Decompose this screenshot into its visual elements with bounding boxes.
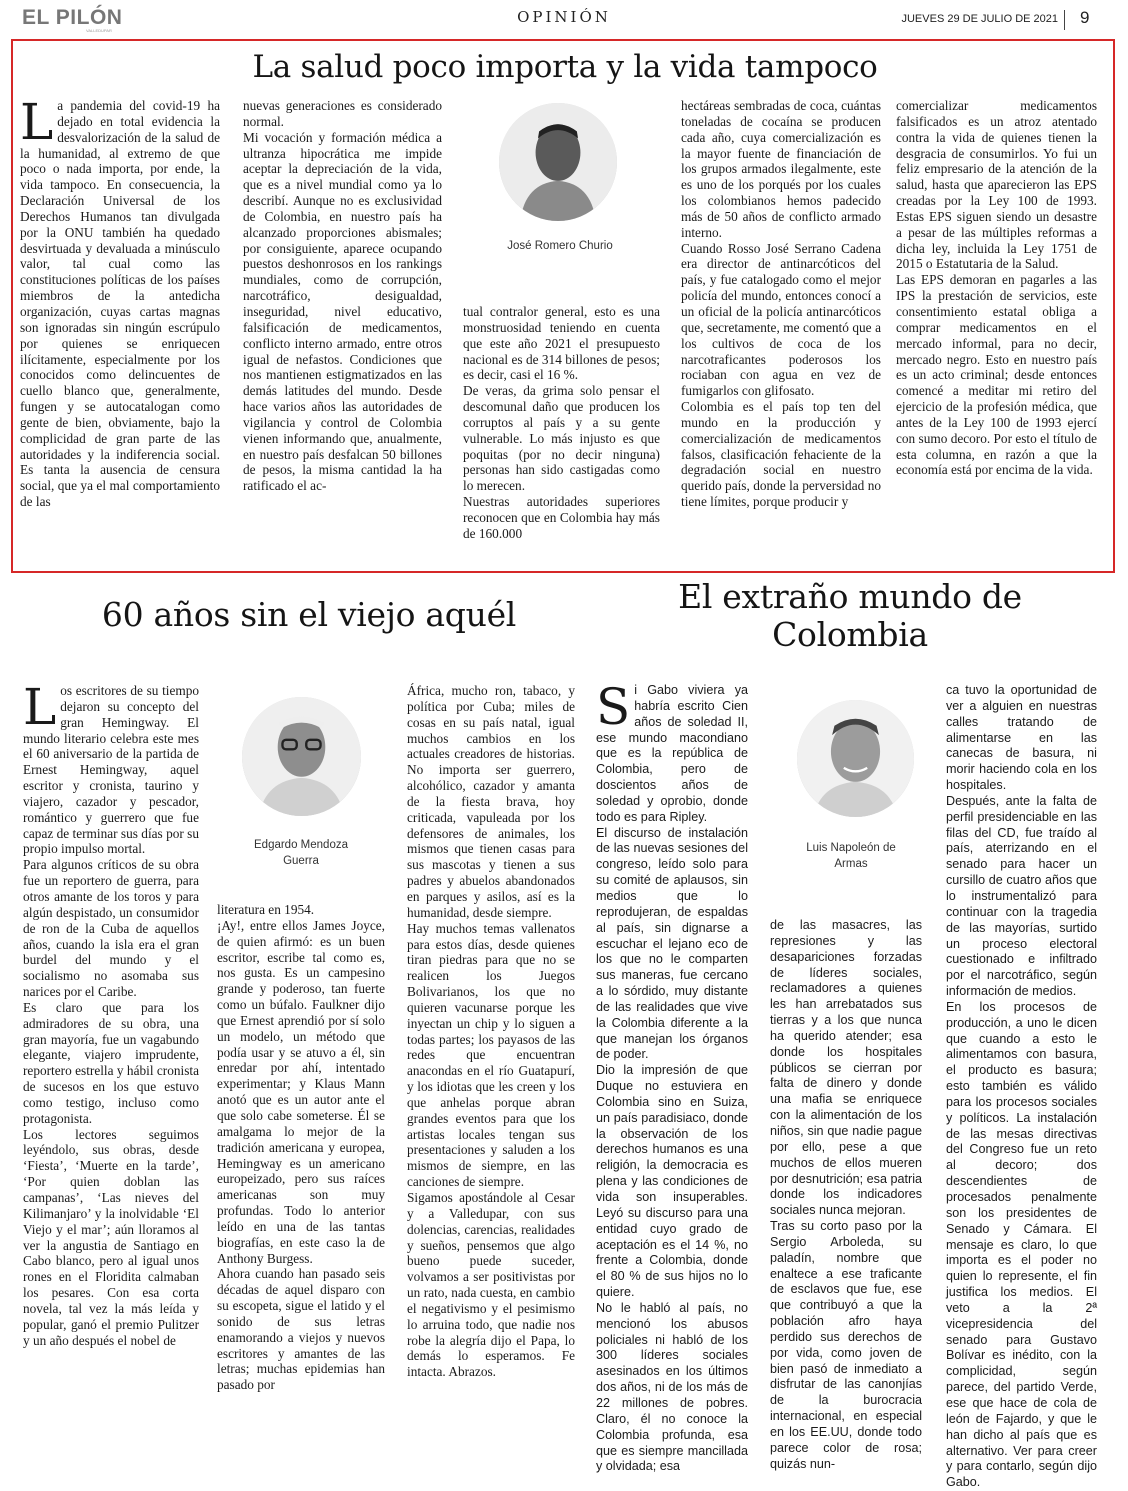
article2-author-line1: Edgardo Mendoza (254, 839, 348, 851)
article3-paragraph: El discurso de instalación de las nuevas sesiones del congreso, leído solo para su comité de aplausos, sin medios que lo reprodujeran, de espaldas al país, sin dignarse a escuchar el lejano eco de los que no le comparten sus maneras, fue cercano a lo sórdido, muy distante de las realidades que vive la Colombia diferente a la que manejan los órganos de poder. (596, 825, 748, 1062)
article2-paragraph: literatura en 1954. (217, 902, 315, 917)
article2-paragraph: Para algunos críticos de su obra fue un reportero de guerra, para otros amante de los toros y para algún despistado, un consumidor de ron de la Cuba de aquellos años, cuando la isla era el gran burdel del mundo y el socialismo no asomaba sus narices por el Caribe. (23, 857, 199, 1000)
article3-author-line1: Luis Napoleón de (806, 842, 896, 854)
article1-column-5 (896, 98, 1097, 478)
article3-dropcap: S (596, 678, 631, 736)
article2-byline (218, 837, 384, 869)
article1-column-4 (681, 98, 881, 510)
article2-paragraph: os escritores de su tiempo dejaron su concepto del gran Hemingway. El mundo literario celebra este mes el 60 aniversario de la partida de Ernest Hemingway, aquel escritor y cronista, taurino y viajero, cazador y pescador, romántico y guerrero que fue capaz de terminar sus días por su propio impulso mortal. (23, 683, 199, 857)
logo-subtitle: VALLEDUPAR (86, 28, 112, 33)
article1-paragraph: hectáreas sembradas de coca, cuántas toneladas de cocaína se producen cada año, cuya comercialización es la mayor fuente de financiación de los grupos armados ilegalmente, este es uno de los porqués por los cuales los colombianos hemos padecido más de 50 años de conflicto armado interno. (681, 98, 881, 240)
article3-paragraph: No le habló al país, no mencionó los abusos policiales ni habló de los 300 líderes sociales asesinados en los últimos dos años, ni de los más de 22 millones de pobres. Claro, él no conoce la Colombia profunda, esa que es siempre mancillada y olvidada; esa (596, 1300, 748, 1474)
article2-column-2 (217, 902, 385, 1393)
article3-paragraph: ca tuvo la oportunidad de ver a alguien en nuestras calles tratando de alimentarse en las canecas de basura, ni morir haciendo cola en los hospitales. (946, 683, 1097, 793)
article2-paragraph: Ahora cuando han pasado seis décadas de aquel disparo con su escopeta, sigue el latido y el sonido de sus letras enamorando a viejos y nuevos escritores y amantes de las letras; muchas epidemias han pasado por (217, 1266, 385, 1393)
article3-column-1 (596, 678, 748, 1475)
author-photo-edgardo-mendoza (242, 697, 361, 816)
article1-title: La salud poco importa y la vida tampoco (252, 49, 878, 85)
article1-paragraph: nuevas generaciones es considerado normal. (243, 98, 442, 129)
article2-paragraph: Los lectores seguimos leyéndolo, sus obras, desde ‘Fiesta’, ‘Muerte en la tarde’, ‘Por quien doblan las campanas’, ‘Las nieves del Kilimanjaro’ y la inolvidable ‘El Viejo y el mar’; aún lloramos al ver la angustia de Santiago en Cabo blanco, pero al igual unos rones en el Floridita calmaban los pesares. Con esa corta novela, tal vez la más leída y popular, ganó el premio Pulitzer y un año después el nobel de (23, 1126, 199, 1348)
article1-column-2 (243, 98, 442, 494)
article1-column-1 (20, 93, 220, 510)
author-photo-jose-romero (499, 103, 617, 221)
article1-paragraph: Colombia es el país top ten del mundo en la producción y comercialización de medicamentos falsos, clasificación fehaciente de la degradación social en nuestro querido país, donde la perversidad no tiene límites, porque producir y (681, 399, 881, 510)
article2-title: 60 años sin el viejo aquél (101, 595, 517, 634)
article3-paragraph: i Gabo viviera ya habría escrito Cien años de soledad II, ese mundo macondiano que es la república de Colombia, pero de doscientos años de soledad y oprobio, donde todo es para Ripley. (596, 683, 748, 824)
article1-paragraph: De veras, da grima solo pensar el descomunal daño que producen los corruptos al país y a su gente vulnerable. Lo más injusto es que poquitas (por no decir ninguna) personas han sido castigadas como lo merecen. (463, 383, 660, 494)
newspaper-logo[interactable]: EL PILÓN (22, 6, 123, 29)
article1-paragraph: Cuando Rosso José Serrano Cadena era director de antinarcóticos del país, y fue catalogado como el mejor policía del mundo, entonces conocí a un oficial de la policía antinarcóticos que, secretamente, me comentó que a los cultivos de coca de los narcotraficantes poderosos los rociaban con agua en vez de fumigarlos con glifosato. (681, 240, 881, 399)
article1-byline: José Romero Churio (507, 240, 613, 252)
article1-paragraph: Mi vocación y formación médica a ultranza hipocrática me impide aceptar la depreciación de la vida, que es a nivel mundial como ya lo describí. Aunque no es exclusividad de Colombia, en nuestro país ha alcanzado proporciones abismales; por consiguiente, aparece ocupando puestos deshonrosos en los rankings mundiales, como de corrupción, narcotráfico, desigualdad, inseguridad, nivel educativo, falsificación de medicamentos, conflicto interno armado, entre otros igual de nefastos. Condiciones que nos mantienen estigmatizados en las demás latitudes del mundo. Desde hace varios años las autoridades de vigilancia y control de Colombia vienen informando que, anualmente, en nuestro país desfalcan 50 billones de pesos, la misma cantidad la ha ratificado el ac- (243, 129, 442, 494)
page-number: 9 (1080, 8, 1090, 27)
portrait-icon (242, 697, 361, 816)
article3-title: El extraño mundo de Colombia (678, 577, 1022, 654)
article1-dropcap: L (20, 93, 54, 151)
article2-paragraph: ¡Ay!, entre ellos James Joyce, de quien afirmó: es un buen escritor, escribe tal como es, nos gusta. Es un campesino grande y poderoso, tan fuerte como un búfalo. Faulkner dijo que Ernest aprendió por sí solo un modelo, un método que podía usar y se atuvo a él, sin enredar por ahí, intentado experimentar; y Klaus Mann anotó que es un autor ante el que solo cabe someterse. Él se amalgama lo mejor de la tradición americana y europea, Hemingway es un americano europeizado, pero sus raíces americanas son muy profundas. Todo lo anterior leído en una de las tantas biografías, en este caso la de Anthony Burgess. (217, 917, 385, 1266)
article1-column-3 (463, 304, 660, 542)
article3-paragraph: Dio la impresión de que Duque no estuviera en Colombia sino en Suiza, un país paradisiaco, donde la observación de los derechos humanos es una religión, la democracia es plena y las condiciones de vida son insuperables. Leyó su discurso para una entidad cuyo grado de aceptación es el 14 %, no frente a Colombia, donde el 80 % de sus hijos no lo quiere. (596, 1063, 748, 1300)
article2-paragraph: Hay muchos temas vallenatos para estos días, desde quienes tiran piedras para que no se realicen los Juegos Bolivarianos, los que no quieren vacunarse porque les inyectan un chip y lo siguen a todas partes; los payasos de las redes que encuentran anacondas en el río Guatapurí, y los idiotas que les creen y los que anhelas porque abran grandes eventos para que los artistas locales tengan sus presentaciones y saluden a los mismos de siempre, en las canciones de siempre. (407, 920, 575, 1190)
article3-paragraph: Tras su corto paso por la Sergio Arboleda, su paladín, nombre que enaltece a ese traficante de esclavos que fue, ese que contribuyó a que la población afro haya perdido sus derechos de por vida, como joven de bien pasó de inmediato a disfrutar de las canonjías de la burocracia internacional, en especial en los EE.UU, donde todo parece color de rosa; quizás nun- (770, 1219, 922, 1471)
article2-author-line2: Guerra (283, 855, 319, 867)
article3-column-3 (946, 683, 1097, 1491)
section-title: OPINIÓN (517, 8, 611, 26)
article1-paragraph: Nuestras autoridades superiores reconocen que en Colombia hay más de 160.000 (463, 494, 660, 541)
article2-column-3 (407, 683, 575, 1380)
article1-paragraph: a pandemia del covid-19 ha dejado en total evidencia la desvalorización de la salud de la humanidad, al extremo de que poco o nada importa, por ende, la vida tampoco. En consecuencia, la Declaración Universal de los Derechos Humanos tan divulgada por la ONU también ha quedado desvirtuada y devaluada a minúsculo valor, tal cual como las constituciones políticas de los países miembros de la antedicha organización, cuyas cartas magnas son ignoradas sin ningún escrúpulo por quienes se enriquecen ilícitamente, especialmente por los conocidos como delincuentes de cuello blanco que, generalmente, fungen y se autocatalogan como gente de bien, obviamente, bajo la complicidad de gran parte de las autoridades y la indiferencia social. Es tanta la ausencia de censura social, que ya el mal comportamiento de las (20, 98, 220, 510)
article2-paragraph: África, mucho ron, tabaco, y política por Cuba; miles de cosas en su país natal, igual muchos cambios en los actuales creadores de historias. No importa ser guerrero, alcohólico, cazador y amanta de la fiesta brava, hoy criticada, vapuleada por los defensores de animales, los mismos que tienen casas para sus mascotas y tienen a sus padres y abuelos abandonados en parques y asilos, así es la humanidad, desde siempre. (407, 683, 575, 920)
article2-column-1 (23, 678, 199, 1348)
masthead-divider (1064, 10, 1065, 30)
article3-paragraph: En los procesos de producción, a uno le dicen que cuando a esto le alimentamos con basura, el producto es basura; esto también es válido para los procesos sociales y políticos. La instalación de las mesas directivas del Congreso fue un reto al decoro; dos descendientes de procesados penalmente son los presidentes de Senado y Cámara. El mensaje es claro, lo que importa es el poder no quien lo represente, el fin justifica los medios. El veto a la 2ª vicepresidencia del senado para Gustavo Bolívar es inédito, con la complicidad, según parece, del partido Verde, ese que hace de cola de león de Fajardo, y que le han dicho al país que es alternativo. Ver para creer y para contarlo, según dijo Gabo. (946, 999, 1097, 1490)
article3-byline (768, 840, 934, 872)
article3-column-2 (770, 918, 922, 1473)
article3-paragraph: Después, ante la falta de perfil presidenciable en las filas del CD, fue traído al país, aterrizando en el senado para hacer un cursillo de cuatro años que lo instrumentalizó para continuar con la tragedia de las mayorías, surtido un proceso electoral cuestionado e infiltrado por el narcotráfico, según información de medios. (946, 793, 1097, 999)
portrait-icon (499, 103, 617, 221)
article1-paragraph: comercializar medicamentos falsificados es un atroz atentado contra la vida de quienes tienen la desgracia de consumirlos. Yo fui un feliz empresario de la atención de la salud, hasta que aparecieron las EPS creadas por la Ley 100 de 1993. Estas EPS siguen siendo un desastre a pesar de las múltiples reformas a dicha ley, incluida la Ley 1751 de 2015 o Estatutaria de la Salud. (896, 98, 1097, 272)
portrait-icon (797, 700, 914, 817)
article2-dropcap: L (23, 678, 57, 736)
article1-paragraph: tual contralor general, esto es una monstruosidad teniendo en cuenta que este año 2021 el presupuesto nacional es de 314 billones de pesos; es decir, casi el 16 %. (463, 304, 660, 383)
article2-paragraph: Sigamos apostándole al Cesar y a Valledupar, con sus dolencias, carencias, realidades y sueños, pensemos que algo bueno puede suceder, volvamos a ser positivistas por un rato, nada cuesta, en cambio el negativismo y el pesimismo lo arruina todo, que nadie nos robe la alegría dijo el Papa, lo demás lo esperamos. Fe intacta. Abrazos. (407, 1190, 575, 1380)
article3-paragraph: de las masacres, las represiones y las desapariciones forzadas de líderes sociales, reclamadores a quienes les han arrebatados sus tierras y a los que nunca ha querido atender; esa donde los hospitales públicos se cierran por falta de dinero y donde una mafia se enriquece con la alimentación de los niños, sin que nadie pague por ello, pese a que muchos de ellos mueren por desnutrición; esa patria donde los indicadores sociales nunca mejoran. (770, 918, 922, 1218)
article3-author-line2: Armas (834, 858, 868, 870)
masthead (0, 0, 1128, 36)
author-photo-luis-napoleon (797, 700, 914, 817)
article1-paragraph: Las EPS demoran en pagarles a las IPS la prestación de servicios, este consentimiento estatal obliga a comprar medicamentos en el mercado informal, para no decir, mercado negro. Esto en nuestro país es un acto criminal; desde entonces comencé a meditar mi retiro del ejercicio de la profesión médica, que antes de la Ley 100 de 1993 ejercí con sumo decoro. Por esto el título de esta columna, en razón a que la economía está por encima de la vida. (896, 272, 1097, 478)
issue-date: JUEVES 29 DE JULIO DE 2021 (901, 13, 1058, 25)
article2-paragraph: Es claro que para los admiradores de su obra, una gran mayoría, fue un vagabundo elegante, viajero imprudente, reportero estrella y hábil cronista de sucesos en los que estuvo como testigo, incluso como protagonista. (23, 999, 199, 1126)
